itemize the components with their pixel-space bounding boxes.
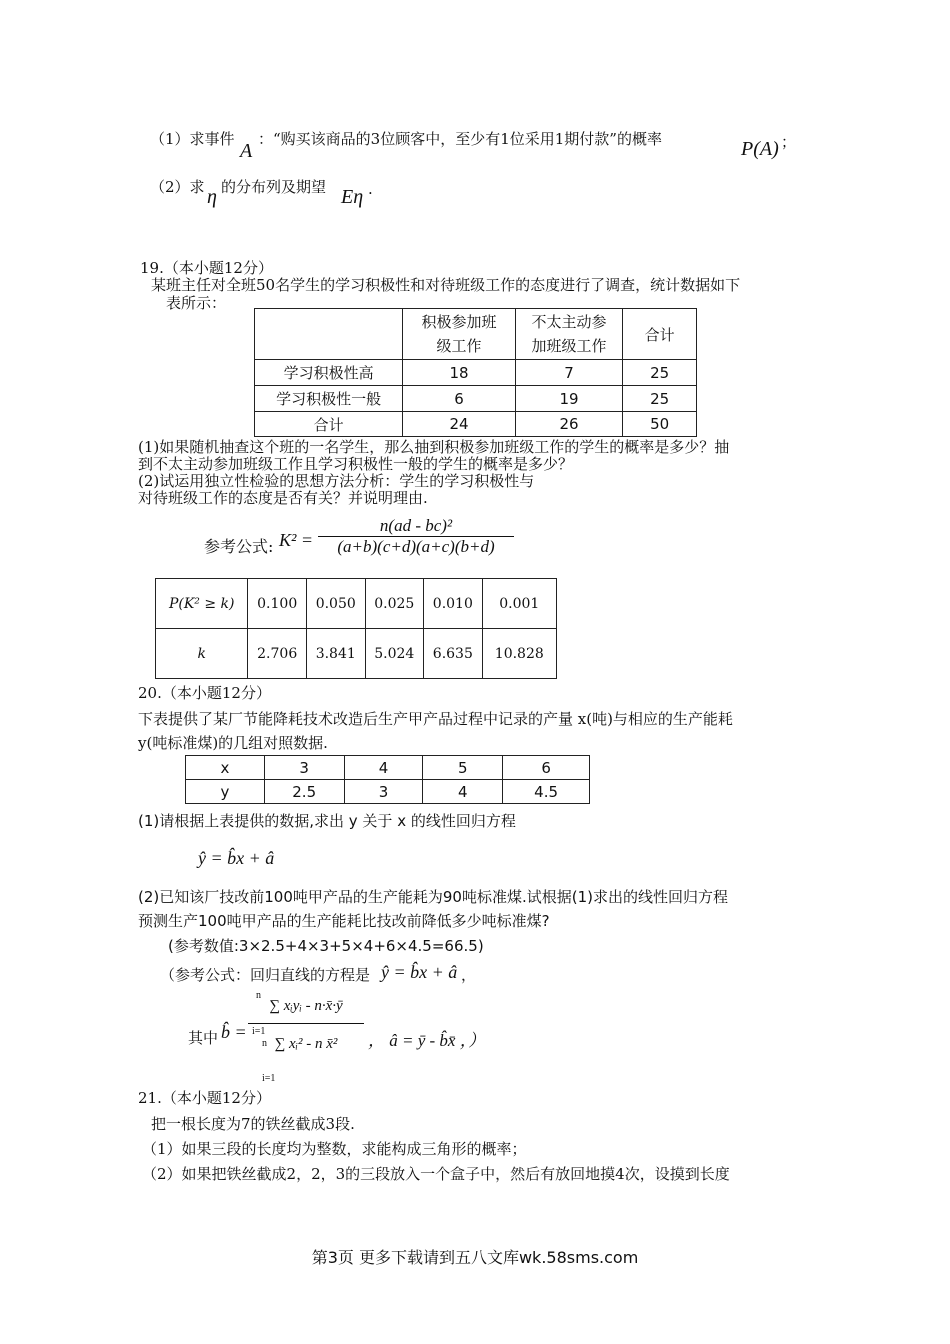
table-cell: 6.635 — [424, 629, 483, 679]
q20-reference-values: (参考数值:3×2.5+4×3+5×4+6×4.5=66.5) — [168, 937, 484, 955]
q20-where-label: 其中 — [188, 1029, 219, 1047]
q21-question-2: （2）如果把铁丝截成2，2，3的三段放入一个盒子中，然后有放回地摸4次，设摸到长度 — [142, 1165, 730, 1183]
sum-upper-limit: n — [256, 990, 261, 1001]
table-cell: 6 — [503, 756, 590, 780]
q19-contingency-table — [254, 308, 697, 437]
q20-b-hat-lhs: b̂ = — [221, 1022, 247, 1042]
q21-question-1: （1）如果三段的长度均为整数，求能构成三角形的概率； — [142, 1140, 527, 1158]
fraction-denominator: (a+b)(c+d)(a+c)(b+d) — [337, 537, 495, 556]
q20-reference-formula-equation: ŷ = b̂x + â — [381, 962, 458, 982]
table-cell — [515, 309, 623, 360]
table-cell: 0.100 — [248, 579, 307, 629]
table-row — [156, 629, 557, 679]
q20-heading: 20.（本小题12分） — [138, 684, 271, 702]
table-row — [186, 756, 590, 780]
q20-reference-formula-text: （参考公式：回归直线的方程是 — [160, 966, 371, 984]
table-cell: 24 — [403, 412, 515, 437]
q20-question-2-line-2: 预测生产100吨甲产品的生产能耗比技改前降低多少吨标准煤? — [138, 912, 550, 930]
q19-intro-1: 某班主任对全班50名学生的学习积极性和对待班级工作的态度进行了调查，统计数据如下 — [151, 276, 741, 294]
fraction-numerator: n(ad - bc)² — [379, 516, 453, 535]
q18-part2-var: η — [207, 186, 217, 208]
q19-intro-2: 表所示： — [166, 294, 227, 312]
table-cell: 3.841 — [306, 629, 365, 679]
q18-part2-text-b: 的分布列及期望 — [221, 178, 327, 196]
sum-lower-limit: i=1 — [252, 1026, 266, 1037]
header-line: 级工作 — [436, 337, 482, 355]
table-cell: 5.024 — [365, 629, 424, 679]
q20-data-table — [185, 755, 590, 804]
q19-heading: 19.（本小题12分） — [140, 259, 273, 277]
fraction-bar — [248, 1023, 364, 1024]
table-cell: 4 — [423, 780, 503, 804]
table-cell: P(K² ≥ k) — [156, 579, 248, 629]
q18-part2-text-a: （2）求 — [150, 178, 205, 196]
table-cell: 25 — [623, 360, 697, 386]
table-cell — [403, 309, 515, 360]
formula-lhs: K² = — [279, 530, 314, 550]
header-line: 加班级工作 — [531, 337, 607, 355]
q20-a-hat-formula: ， â = ȳ - b̂x̄ ，） — [368, 1031, 486, 1050]
table-cell: 4.5 — [503, 780, 590, 804]
table-cell: 合计 — [623, 309, 697, 360]
fraction-denominator: ∑ xᵢ² - n x̄² — [274, 1036, 338, 1052]
table-cell: 6 — [403, 386, 515, 412]
formula-label: 参考公式: — [204, 537, 274, 556]
table-row — [255, 386, 697, 412]
q19-question-2-line-1: (2)试运用独立性检验的思想方法分析：学生的学习积极性与 — [138, 472, 535, 490]
table-cell: 2.5 — [264, 780, 344, 804]
chi-square-critical-table — [155, 578, 557, 679]
table-cell: 3 — [264, 756, 344, 780]
table-cell: 3 — [344, 780, 423, 804]
q20-question-1: (1)请根据上表提供的数据,求出 y 关于 x 的线性回归方程 — [138, 812, 516, 830]
table-row — [255, 360, 697, 386]
fraction-numerator: ∑ xᵢyᵢ - n·x̄·ȳ — [269, 998, 343, 1014]
sum-lower-limit: i=1 — [262, 1073, 276, 1084]
table-row — [156, 579, 557, 629]
table-cell: 50 — [623, 412, 697, 437]
table-cell: 0.025 — [365, 579, 424, 629]
table-cell: 5 — [423, 756, 503, 780]
q20-intro-2: y(吨标准煤)的几组对照数据. — [138, 734, 328, 752]
q20-reference-formula-end: ， — [461, 966, 477, 984]
table-cell: x — [186, 756, 265, 780]
table-cell: 4 — [344, 756, 423, 780]
q21-intro: 把一根长度为7的铁丝截成3段. — [151, 1115, 355, 1133]
table-row — [186, 780, 590, 804]
q20-question-2-line-1: (2)已知该厂技改前100吨甲产品的生产能耗为90吨标准煤.试根据(1)求出的线性回归方程 — [138, 888, 728, 906]
table-cell: 0.010 — [424, 579, 483, 629]
sum-upper-limit: n — [262, 1038, 267, 1049]
chi-square-fraction — [318, 516, 514, 557]
table-cell: 学习积极性一般 — [255, 386, 403, 412]
table-row — [255, 309, 697, 360]
table-cell: 2.706 — [248, 629, 307, 679]
table-cell: 学习积极性高 — [255, 360, 403, 386]
q18-part1-var: A — [240, 140, 253, 162]
q19-question-2-line-2: 对待班级工作的态度是否有关？并说明理由. — [138, 489, 428, 507]
table-cell: k — [156, 629, 248, 679]
q18-part1-end: ； — [781, 133, 797, 151]
table-cell: 0.001 — [482, 579, 556, 629]
header-line: 不太主动参 — [531, 313, 607, 331]
q20-regression-equation: ŷ = b̂x + â — [198, 848, 275, 868]
header-line: 积极参加班 — [421, 313, 497, 331]
q19-question-1-line-2: 到不太主动参加班级工作且学习积极性一般的学生的概率是多少？ — [138, 455, 574, 473]
q18-part1 — [150, 128, 235, 149]
table-cell: 25 — [623, 386, 697, 412]
page-footer: 第3页 更多下载请到五八文库wk.58sms.com — [311, 1248, 639, 1267]
table-cell: 10.828 — [482, 629, 556, 679]
table-cell: 26 — [515, 412, 623, 437]
q19-question-1-line-1: (1)如果随机抽查这个班的一名学生，那么抽到积极参加班级工作的学生的概率是多少？抽 — [138, 438, 730, 456]
q21-heading: 21.（本小题12分） — [138, 1089, 271, 1107]
q18-part1-text-a: （1）求事件 — [150, 130, 235, 148]
table-cell: 19 — [515, 386, 623, 412]
table-row — [255, 412, 697, 437]
table-cell: y — [186, 780, 265, 804]
q20-intro-1: 下表提供了某厂节能降耗技术改造后生产甲产品过程中记录的产量 x(吨)与相应的生产能耗 — [138, 710, 733, 728]
q18-part2-expectation: Eη — [341, 186, 364, 208]
table-cell: 合计 — [255, 412, 403, 437]
table-cell: 0.050 — [306, 579, 365, 629]
q18-part2-end: . — [368, 180, 373, 198]
table-cell: 7 — [515, 360, 623, 386]
q18-part1-prob: P(A) — [741, 138, 779, 160]
table-cell — [255, 309, 403, 360]
table-cell: 18 — [403, 360, 515, 386]
q18-part1-text-b: ：“购买该商品的3位顾客中，至少有1位采用1期付款”的概率 — [258, 130, 662, 148]
